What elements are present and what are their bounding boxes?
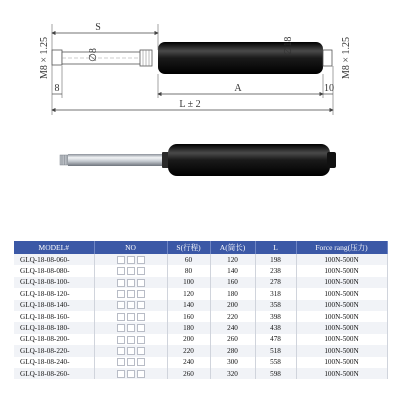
cell-stroke: 240: [167, 357, 210, 368]
option-checkbox[interactable]: [127, 370, 135, 378]
header-tube-length: A(筒长): [210, 241, 255, 254]
cell-no: [94, 300, 167, 311]
option-checkbox[interactable]: [137, 324, 145, 332]
cylinder-body: [158, 42, 323, 74]
table-row: [14, 322, 387, 333]
body-diameter-label: ∅18: [283, 36, 294, 56]
option-checkbox[interactable]: [127, 358, 135, 366]
dimension-8-label: 8: [54, 83, 60, 94]
thread-stub-left: [52, 50, 62, 65]
table-row: [14, 265, 387, 276]
cell-length: 358: [255, 300, 296, 311]
option-checkbox[interactable]: [137, 290, 145, 298]
option-checkbox[interactable]: [117, 256, 125, 264]
option-checkbox[interactable]: [117, 336, 125, 344]
cell-force-range: 100N-500N: [296, 357, 387, 368]
cell-stroke: 160: [167, 311, 210, 322]
cell-stroke: 60: [167, 254, 210, 265]
table-row: [14, 288, 387, 299]
option-checkbox[interactable]: [137, 358, 145, 366]
cell-length: 598: [255, 368, 296, 379]
cell-force-range: 100N-500N: [296, 265, 387, 276]
rod-diameter-label: ∅8: [88, 48, 99, 62]
option-checkbox[interactable]: [117, 313, 125, 321]
option-checkbox[interactable]: [127, 347, 135, 355]
cell-tube-length: 140: [210, 265, 255, 276]
cell-no: [94, 277, 167, 288]
cell-length: 438: [255, 322, 296, 333]
option-checkbox[interactable]: [127, 301, 135, 309]
option-checkbox[interactable]: [137, 347, 145, 355]
specification-table: [14, 241, 388, 379]
table-header-row: [14, 241, 387, 254]
cell-model: GLQ-18-08-060-: [14, 254, 94, 265]
option-checkbox[interactable]: [137, 313, 145, 321]
cell-stroke: 140: [167, 300, 210, 311]
option-checkbox[interactable]: [117, 324, 125, 332]
cell-model: GLQ-18-08-220-: [14, 345, 94, 356]
header-force-range: Force rang(压力): [296, 241, 387, 254]
cell-no: [94, 322, 167, 333]
option-boxes: [116, 312, 146, 320]
cell-no: [94, 334, 167, 345]
thread-label-left: M8 × 1.25: [39, 36, 50, 80]
cell-tube-length: 320: [210, 368, 255, 379]
cell-force-range: 100N-500N: [296, 368, 387, 379]
table-row: [14, 345, 387, 356]
option-checkbox[interactable]: [117, 370, 125, 378]
cell-model: GLQ-18-08-200-: [14, 334, 94, 345]
dimension-l-label: L ± 2: [179, 99, 201, 110]
cell-no: [94, 265, 167, 276]
option-checkbox[interactable]: [117, 358, 125, 366]
option-checkbox[interactable]: [127, 256, 135, 264]
cell-force-range: 100N-500N: [296, 277, 387, 288]
table-row: [14, 254, 387, 265]
option-checkbox[interactable]: [137, 301, 145, 309]
option-checkbox[interactable]: [137, 336, 145, 344]
cell-model: GLQ-18-08-260-: [14, 368, 94, 379]
option-checkbox[interactable]: [127, 336, 135, 344]
cell-force-range: 100N-500N: [296, 254, 387, 265]
cell-force-range: 100N-500N: [296, 311, 387, 322]
cell-no: [94, 311, 167, 322]
option-boxes: [116, 324, 146, 332]
option-checkbox[interactable]: [117, 290, 125, 298]
dimension-10-label: 10: [324, 83, 334, 94]
cell-model: GLQ-18-08-100-: [14, 277, 94, 288]
cell-stroke: 100: [167, 277, 210, 288]
cell-tube-length: 220: [210, 311, 255, 322]
cell-length: 518: [255, 345, 296, 356]
table-row: [14, 311, 387, 322]
header-stroke: S(行程): [167, 241, 210, 254]
option-boxes: [116, 301, 146, 309]
table-body: [14, 254, 387, 379]
cell-tube-length: 260: [210, 334, 255, 345]
cell-length: 198: [255, 254, 296, 265]
cell-force-range: 100N-500N: [296, 334, 387, 345]
cell-model: GLQ-18-08-140-: [14, 300, 94, 311]
cell-model: GLQ-18-08-120-: [14, 288, 94, 299]
cell-tube-length: 280: [210, 345, 255, 356]
cell-stroke: 220: [167, 345, 210, 356]
cell-stroke: 80: [167, 265, 210, 276]
option-checkbox[interactable]: [117, 267, 125, 275]
option-boxes: [116, 290, 146, 298]
cell-no: [94, 357, 167, 368]
table-row: [14, 334, 387, 345]
cell-length: 278: [255, 277, 296, 288]
photo-piston-rod: [68, 154, 165, 166]
cell-tube-length: 300: [210, 357, 255, 368]
table-row: [14, 368, 387, 379]
cell-model: GLQ-18-08-160-: [14, 311, 94, 322]
table-row: [14, 357, 387, 368]
cell-force-range: 100N-500N: [296, 322, 387, 333]
thread-stub-right: [323, 50, 332, 66]
header-model: MODEL#: [14, 241, 94, 254]
table-row: [14, 277, 387, 288]
dimension-drawing: [39, 22, 352, 115]
cell-force-range: 100N-500N: [296, 345, 387, 356]
cell-force-range: 100N-500N: [296, 288, 387, 299]
photo-cylinder: [168, 144, 330, 176]
cell-length: 318: [255, 288, 296, 299]
option-boxes: [116, 358, 146, 366]
cell-no: [94, 345, 167, 356]
cell-no: [94, 288, 167, 299]
cell-stroke: 260: [167, 368, 210, 379]
cell-length: 398: [255, 311, 296, 322]
header-length: L: [255, 241, 296, 254]
option-boxes: [116, 369, 146, 377]
option-checkbox[interactable]: [137, 256, 145, 264]
cell-tube-length: 240: [210, 322, 255, 333]
cell-length: 478: [255, 334, 296, 345]
option-checkbox[interactable]: [117, 279, 125, 287]
cell-tube-length: 120: [210, 254, 255, 265]
cell-stroke: 120: [167, 288, 210, 299]
cell-force-range: 100N-500N: [296, 300, 387, 311]
cell-model: GLQ-18-08-180-: [14, 322, 94, 333]
option-boxes: [116, 347, 146, 355]
dimension-s-label: S: [95, 22, 101, 33]
option-checkbox[interactable]: [127, 324, 135, 332]
cell-tube-length: 180: [210, 288, 255, 299]
table-row: [14, 300, 387, 311]
option-checkbox[interactable]: [137, 370, 145, 378]
option-checkbox[interactable]: [137, 279, 145, 287]
cell-model: GLQ-18-08-080-: [14, 265, 94, 276]
option-boxes: [116, 256, 146, 264]
photo-end-cap: [327, 152, 336, 168]
cell-tube-length: 160: [210, 277, 255, 288]
cell-stroke: 200: [167, 334, 210, 345]
option-checkbox[interactable]: [137, 267, 145, 275]
option-checkbox[interactable]: [127, 267, 135, 275]
option-boxes: [116, 267, 146, 275]
cell-length: 238: [255, 265, 296, 276]
thread-label-right: M8 × 1.25: [341, 36, 352, 80]
cell-stroke: 180: [167, 322, 210, 333]
cell-tube-length: 200: [210, 300, 255, 311]
cell-no: [94, 368, 167, 379]
dimension-a-label: A: [234, 83, 242, 94]
option-checkbox[interactable]: [127, 279, 135, 287]
option-checkbox[interactable]: [127, 313, 135, 321]
cell-length: 558: [255, 357, 296, 368]
option-boxes: [116, 335, 146, 343]
option-checkbox[interactable]: [117, 347, 125, 355]
cell-model: GLQ-18-08-240-: [14, 357, 94, 368]
option-boxes: [116, 278, 146, 286]
option-checkbox[interactable]: [117, 301, 125, 309]
gas-spring-photo: [60, 144, 336, 176]
header-no: NO: [94, 241, 167, 254]
cell-no: [94, 254, 167, 265]
option-checkbox[interactable]: [127, 290, 135, 298]
